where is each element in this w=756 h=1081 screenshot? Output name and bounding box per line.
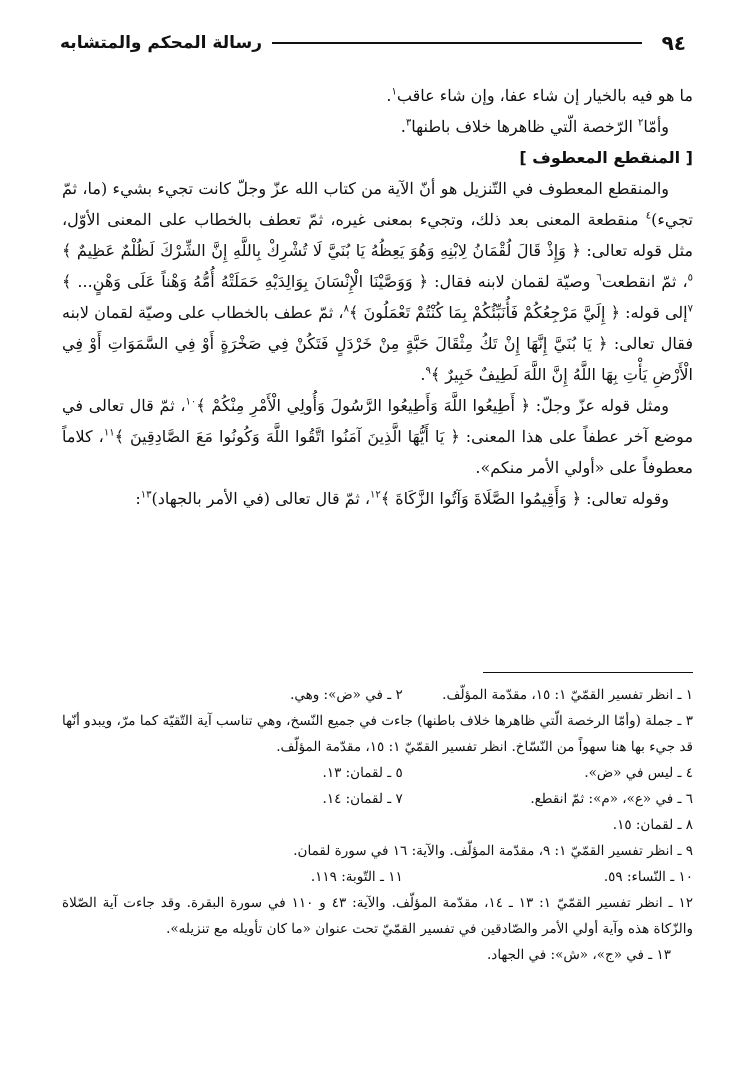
text-run: ، ثمّ عطف بالخطاب على وصيّة لقمان لابنه فقال تعالى:	[62, 303, 693, 353]
text-run: وصيّة لقمان لابنه فقال:	[428, 272, 597, 291]
quran-verse: ﴿ إِلَيَّ مَرْجِعُكُمْ فَأُنَبِّئُكُمْ بِمَا كُنْتُمْ تَعْمَلُونَ ﴾	[348, 303, 620, 322]
footnote: ٢ ـ في «ض»: وهي.	[290, 687, 403, 703]
footnote-ref: ١٢	[370, 489, 381, 501]
paragraph-5: وقوله تعالى: ﴿ وَأَقِيمُوا الصَّلَاةَ وَآتُوا الزَّكَاةَ ﴾$^{١٢}$، ثمّ قال تعالى (في الأمر بالجهاد)$^{١٣}$:	[135, 489, 669, 508]
footnote-ref: ٦	[596, 272, 602, 284]
footnote-row	[62, 812, 693, 838]
footnote-ref: ١٠	[185, 396, 197, 408]
footnote-separator	[483, 672, 693, 673]
body-text	[62, 80, 693, 514]
quran-verse: ﴿ يَا أَيُّهَا الَّذِينَ آمَنُوا اتَّقُوا اللَّهَ وَكُونُوا مَعَ الصَّادِقِينَ ﴾	[114, 427, 460, 446]
quran-verse: ﴿ يَا بُنَيَّ إِنَّهَا إِنْ تَكُ مِثْقَالَ حَبَّةٍ مِنْ خَرْدَلٍ فَتَكُنْ فِي صَخْرَةٍ أَوْ فِي السَّمَوَاتِ أَوْ فِي الْأَرْضِ يَأْتِ بِهَا اللَّهُ إِنَّ اللَّهَ لَطِيفٌ خَبِيرٌ ﴾	[62, 334, 693, 384]
text-run: ، كلاماً معطوفاً على «أولي الأمر منكم».	[62, 427, 693, 477]
footnote: ١ ـ انظر تفسير القمّيّ ١: ١٥، مقدّمة المؤلّف.	[442, 687, 693, 703]
footnote-ref: ٥	[687, 272, 694, 284]
footnote-row	[62, 942, 693, 968]
footnote-row	[62, 786, 693, 812]
running-title: رسالة المحكم والمتشابه	[60, 33, 262, 53]
text-run: وقوله تعالى:	[581, 489, 669, 508]
text-run: منقطعة المعنى بعد ذلك، وتجيء بمعنى غيره، ثمّ تعطف بالخطاب على المعنى الأوّل، مثل قوله تعالى:	[62, 210, 693, 260]
footnote-row	[62, 838, 693, 864]
paragraph-1: ما هو فيه بالخيار إن شاء عفا، وإن شاء عاقب$^١$.	[386, 86, 693, 105]
footnote-ref: ١١	[103, 427, 115, 439]
text-run: والمنقطع المعطوف في التّنزيل هو أنّ الآية من كتاب الله عزّ وجلّ كانت تجيء بشيء (ما، ثمّ تجيء)	[62, 179, 693, 229]
text-run: وأمّا	[643, 117, 669, 136]
footnote: ٦ ـ في «ع»، «م»: ثمّ انقطع.	[530, 791, 693, 807]
header-rule	[272, 42, 642, 44]
text-run: ما هو فيه بالخيار إن شاء عفا، وإن شاء عاقب	[396, 86, 693, 105]
quran-verse: ﴿ وَإِذْ قَالَ لُقْمَانُ لِابْنِهِ وَهُوَ يَعِظُهُ يَا بُنَيَّ لَا تُشْرِكْ بِاللَّهِ إِنَّ الشِّرْكَ لَظُلْمٌ عَظِيمٌ ﴾	[62, 241, 581, 260]
text-run: ومثل قوله عزّ وجلّ:	[530, 396, 670, 415]
footnote-ref: ٧	[687, 303, 693, 315]
page-number: ٩٤	[661, 31, 686, 55]
paragraph-2: وأمّا$^٢$ الرّخصة الّتي ظاهرها خلاف باطنها$^٣$.	[400, 117, 669, 136]
page-header	[60, 28, 686, 58]
footnote: ١٣ ـ في «ج»، «ش»: في الجهاد.	[487, 947, 671, 963]
section-title: [ المنقطع المعطوف ]	[519, 148, 693, 167]
footnote-ref: ٢	[638, 117, 644, 129]
footnotes	[62, 682, 693, 968]
footnote-row	[62, 760, 693, 786]
footnote-ref: ٤	[645, 210, 652, 222]
paragraph-3: والمنقطع المعطوف في التّنزيل هو أنّ الآية من كتاب الله عزّ وجلّ كانت تجيء بشيء (ما، ثمّ تجيء)$^٤$ منقطعة المعنى بعد ذلك، وتجيء بمعنى غيره، ثمّ تعطف بالخطاب على المعنى الأوّل، مثل قوله تعالى: ﴿ وَإِذْ قَالَ لُقْمَانُ لِابْنِهِ وَهُوَ يَعِظُهُ يَا بُنَيَّ لَا تُشْرِكْ بِاللَّهِ إِنَّ الشِّرْكَ لَظُلْمٌ عَظِيمٌ ﴾$^٥$، ثمّ انقطعت$^٦$ وصيّة لقمان لابنه فقال: ﴿ وَوَصَّيْنَا الْإِنْسَانَ بِوَالِدَيْهِ حَمَلَتْهُ أُمُّهُ وَهْناً عَلَى وَهْنٍ... ﴾$^٧$إلى قوله: ﴿ إِلَيَّ مَرْجِعُكُمْ فَأُنَبِّئُكُمْ بِمَا كُنْتُمْ تَعْمَلُونَ ﴾$^٨$، ثمّ عطف بالخطاب على وصيّة لقمان لابنه فقال تعالى: ﴿ يَا بُنَيَّ إِنَّهَا إِنْ تَكُ مِثْقَالَ حَبَّةٍ مِنْ خَرْدَلٍ فَتَكُنْ فِي صَخْرَةٍ أَوْ فِي السَّمَوَاتِ أَوْ فِي الْأَرْضِ يَأْتِ بِهَا اللَّهُ إِنَّ اللَّهَ لَطِيفٌ خَبِيرٌ ﴾$^٩$.	[62, 179, 694, 384]
footnote: ١٢ ـ انظر تفسير القمّيّ ١: ١٣ ـ ١٤، مقدّمة المؤلّف. والآية: ٤٣ و ١١٠ في سورة البقرة. وقد جاءت آية الصّلاة والزّكاة هذه وآية أولي الأمر والصّادقين في تفسير القمّيّ تحت عنوان «ما كان تأويله مع تنزيله».	[62, 895, 693, 937]
footnote: ٤ ـ ليس في «ض».	[584, 765, 693, 781]
quran-verse: ﴿ وَوَصَّيْنَا الْإِنْسَانَ بِوَالِدَيْهِ حَمَلَتْهُ أُمُّهُ وَهْناً عَلَى وَهْنٍ... ﴾	[62, 272, 429, 291]
footnote: ٣ ـ جملة (وأمّا الرخصة الّتي ظاهرها خلاف باطنها) جاءت في جميع النّسخ، وهي تناسب آية التّقيّة كما مرّ، ويبدو أنّها قد جيء بها هنا سهواً من النّسّاخ. انظر تفسير القمّيّ ١: ١٥، مقدّمة المؤلّف.	[62, 713, 693, 755]
paragraph-4	[62, 390, 693, 483]
text-run: إلى قوله:	[619, 303, 688, 322]
footnote-ref: ١	[391, 86, 397, 98]
footnote-row	[62, 864, 693, 890]
text-run: ، ثمّ قال تعالى في موضع آخر عطفاً على هذا المعنى:	[62, 396, 694, 446]
footnote: ١١ ـ التّوبة: ١١٩.	[310, 869, 403, 885]
footnote: ١٠ ـ النّساء: ٥٩.	[603, 869, 693, 885]
footnote: ٩ ـ انظر تفسير القمّيّ ١: ٩، مقدّمة المؤلّف. والآية: ١٦ في سورة لقمان.	[293, 843, 693, 859]
footnote: ٧ ـ لقمان: ١٤.	[322, 791, 403, 807]
footnote-ref: ٨	[343, 303, 349, 315]
footnote: ٨ ـ لقمان: ١٥.	[612, 817, 693, 833]
footnote-ref: ١٣	[140, 489, 152, 501]
footnote: ٥ ـ لقمان: ١٣.	[322, 765, 403, 781]
quran-verse: ﴿ وَأَقِيمُوا الصَّلَاةَ وَآتُوا الزَّكَاةَ ﴾	[380, 489, 582, 508]
footnote-row	[62, 682, 693, 708]
footnote-ref: ٣	[405, 117, 412, 129]
text-run: ، ثمّ انقطعت	[601, 272, 688, 291]
footnote-ref: ٩	[425, 365, 431, 377]
text-run: ، ثمّ قال تعالى (في الأمر بالجهاد)	[151, 489, 371, 508]
text-run: الرّخصة الّتي ظاهرها خلاف باطنها	[411, 117, 638, 136]
quran-verse: ﴿ أَطِيعُوا اللَّهَ وَأَطِيعُوا الرَّسُولَ وَأُولِي الْأَمْرِ مِنْكُمْ ﴾	[196, 396, 531, 415]
